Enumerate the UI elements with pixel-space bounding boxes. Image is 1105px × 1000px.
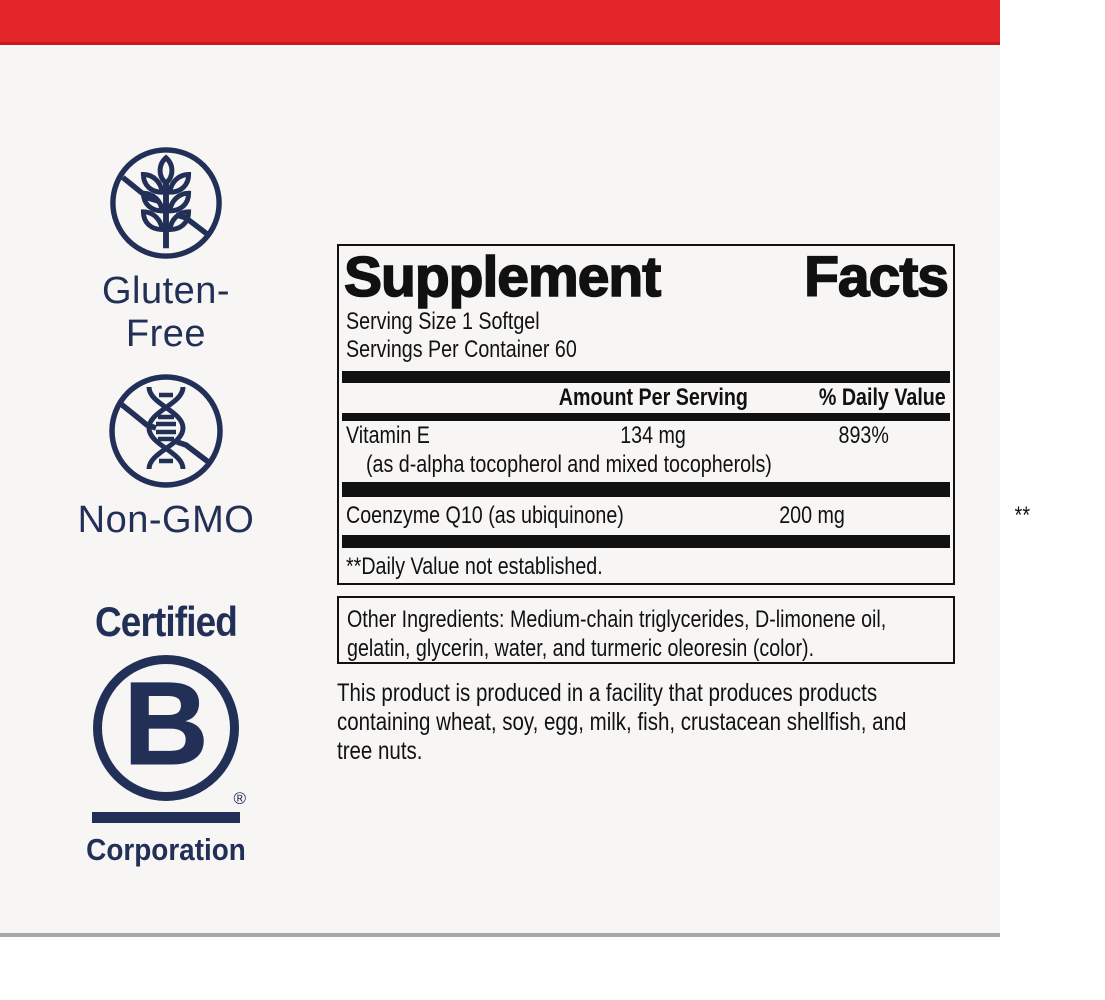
allergen-notice	[337, 679, 977, 766]
allergen-line-1: This product is produced in a facility that produces products	[337, 679, 878, 707]
column-header-row	[342, 383, 950, 413]
servings-per-container: Servings Per Container 60	[346, 336, 577, 363]
b-corp-letter: B	[123, 658, 209, 790]
bottom-divider-line	[0, 933, 1000, 937]
daily-value-footnote: **Daily Value not established.	[346, 553, 603, 580]
allergen-line-2: containing wheat, soy, egg, milk, fish, crustacean shellfish, and	[337, 708, 907, 736]
nutrient-detail-vitamin-e: (as d-alpha tocopherol and mixed tocopherols)	[366, 451, 772, 478]
divider-bar-thick	[342, 371, 950, 383]
nutrient-row-vitamin-e	[342, 421, 950, 451]
b-corp-certified-label: Certified	[94, 598, 237, 645]
b-corp-badge	[62, 598, 270, 868]
allergen-line-3: tree nuts.	[337, 737, 423, 765]
title-word-supplement: Supplement	[344, 245, 661, 309]
b-corp-underline-bar	[92, 812, 240, 823]
registered-trademark-icon: ®	[233, 789, 246, 808]
nutrient-daily-value: **	[1014, 502, 1031, 529]
top-red-bar	[0, 0, 1000, 45]
nutrient-daily-value: 893%	[838, 422, 889, 449]
b-corp-corporation-label: Corporation	[86, 832, 246, 867]
nutrient-name: Coenzyme Q10 (as ubiquinone)	[346, 502, 624, 529]
title-word-facts: Facts	[804, 245, 948, 309]
gluten-free-label: Gluten-Free	[101, 270, 231, 355]
amount-per-serving-header: Amount Per Serving	[558, 384, 749, 411]
divider-bar-thick	[342, 535, 950, 548]
supplement-facts-title	[342, 245, 950, 309]
nutrient-amount: 200 mg	[779, 502, 846, 529]
non-gmo-badge	[62, 371, 270, 542]
nutrient-row-coq10	[342, 497, 1031, 533]
gluten-free-badge	[62, 144, 270, 356]
non-gmo-label: Non-GMO	[77, 499, 255, 541]
nutrient-name: Vitamin E	[346, 422, 430, 449]
gluten-free-icon	[107, 144, 225, 262]
other-ingredients-box	[337, 596, 955, 664]
nutrient-amount: 134 mg	[620, 422, 687, 449]
other-ingredients-line-2: gelatin, glycerin, water, and turmeric oleoresin (color).	[347, 635, 815, 662]
other-ingredients-line-1: Other Ingredients: Medium-chain triglycerides, D-limonene oil,	[347, 606, 887, 633]
non-gmo-icon	[106, 371, 226, 491]
b-corp-circle-logo	[93, 655, 239, 801]
divider-bar-thick	[342, 482, 950, 497]
supplement-facts-panel	[337, 244, 1031, 585]
daily-value-header: % Daily Value	[819, 384, 946, 411]
serving-size: Serving Size 1 Softgel	[346, 308, 540, 335]
divider-bar-medium	[342, 413, 950, 421]
